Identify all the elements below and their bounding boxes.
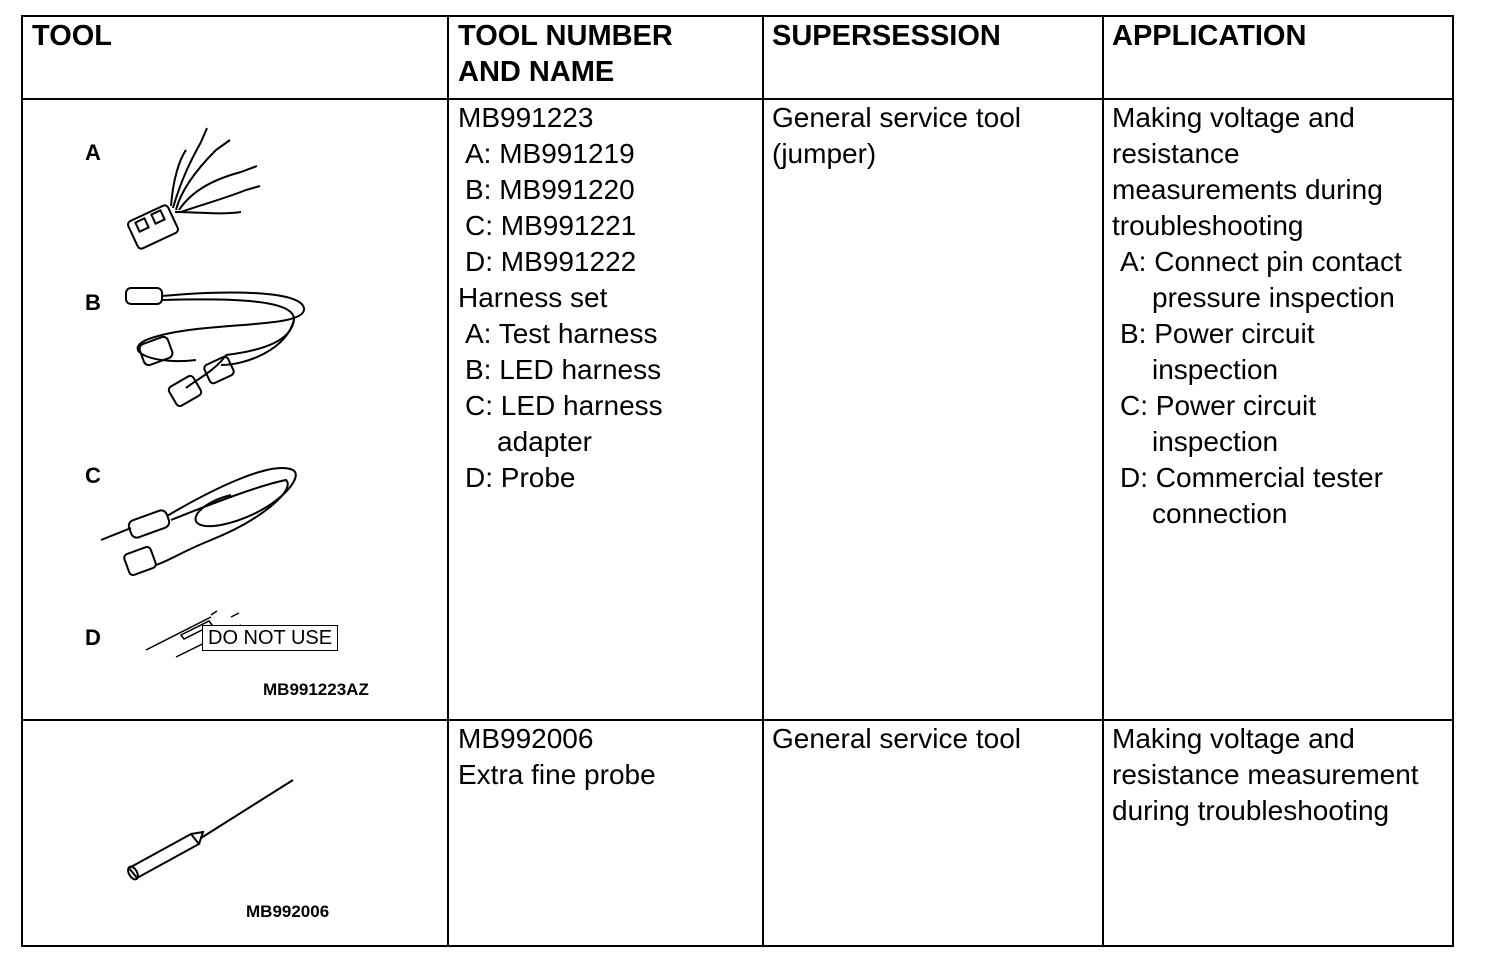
figure-label-c: C xyxy=(85,463,101,488)
tool-number-line: C: LED harness xyxy=(465,390,663,421)
led-harness-illustration xyxy=(116,270,316,410)
test-harness-illustration xyxy=(101,120,261,260)
application-line: connection xyxy=(1152,498,1288,529)
table-border-top xyxy=(21,15,1454,17)
supersession-line: General service tool xyxy=(772,723,1022,754)
column-divider-2 xyxy=(762,15,764,947)
application-mb992006 xyxy=(1112,721,1419,829)
do-not-use-warning: DO NOT USE xyxy=(202,625,338,651)
application-line: resistance measurement xyxy=(1112,759,1419,790)
application-line: Making voltage and xyxy=(1112,102,1355,133)
header-tool: TOOL xyxy=(32,20,113,52)
application-line: resistance xyxy=(1112,138,1240,169)
application-line: measurements during xyxy=(1112,174,1383,205)
tool-number-line: MB992006 xyxy=(458,723,594,754)
tool-number-line: B: LED harness xyxy=(465,354,662,385)
application-line: inspection xyxy=(1152,426,1279,457)
application-line: during troubleshooting xyxy=(1112,795,1390,826)
tool-number-line: D: MB991222 xyxy=(465,246,637,277)
application-line: C: Power circuit xyxy=(1120,390,1317,421)
tool-number-line: B: MB991220 xyxy=(465,174,635,205)
tool-number-line: Extra fine probe xyxy=(458,759,656,790)
extra-fine-probe-illustration xyxy=(121,776,301,886)
led-harness-adapter-illustration xyxy=(101,440,301,580)
figure-label-b: B xyxy=(85,290,101,315)
column-divider-1 xyxy=(447,15,449,947)
application-mb991223 xyxy=(1112,100,1402,532)
application-line: pressure inspection xyxy=(1152,282,1395,313)
tool-number-line: A: Test harness xyxy=(465,318,658,349)
application-line: A: Connect pin contact xyxy=(1120,246,1402,277)
figure-caption: MB992006 xyxy=(246,902,330,921)
figure-label-d: D xyxy=(85,625,101,650)
supersession-line: (jumper) xyxy=(772,138,877,169)
tool-number-line: A: MB991219 xyxy=(465,138,635,169)
header-application: APPLICATION xyxy=(1112,20,1307,52)
header-supersession: SUPERSESSION xyxy=(772,20,1001,52)
figure-label-a: A xyxy=(85,140,101,165)
application-line: troubleshooting xyxy=(1112,210,1304,241)
tool-number-line: MB991223 xyxy=(458,102,594,133)
header-tool-number: TOOL NUMBER AND NAME xyxy=(458,20,673,88)
supersession-mb992006 xyxy=(772,721,1021,757)
tool-number-line: Harness set xyxy=(458,282,608,313)
figure-caption: MB991223AZ xyxy=(263,680,369,699)
tool-figure-mb992006 xyxy=(21,721,447,945)
table-border-bottom xyxy=(21,945,1454,947)
application-line: inspection xyxy=(1152,354,1279,385)
application-line: B: Power circuit xyxy=(1120,318,1315,349)
tool-number-line: D: Probe xyxy=(465,462,576,493)
supersession-mb991223 xyxy=(772,100,1021,172)
tool-figure-mb991223 xyxy=(21,100,447,719)
tool-number-mb991223 xyxy=(458,100,663,496)
supersession-line: General service tool xyxy=(772,102,1022,133)
tool-number-line: C: MB991221 xyxy=(465,210,637,241)
table-border-right xyxy=(1452,15,1454,947)
tool-number-line: adapter xyxy=(497,426,592,457)
application-line: Making voltage and xyxy=(1112,723,1355,754)
application-line: D: Commercial tester xyxy=(1120,462,1383,493)
tool-number-mb992006 xyxy=(458,721,656,793)
column-divider-3 xyxy=(1102,15,1104,947)
special-tools-table xyxy=(21,15,1454,947)
